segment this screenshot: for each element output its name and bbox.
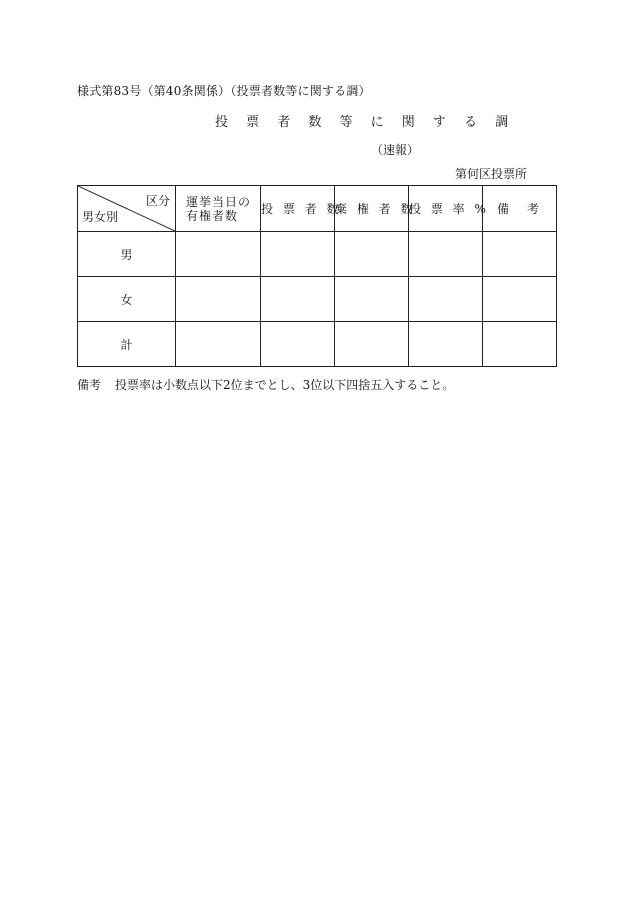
cell-total-abstainers (335, 322, 409, 367)
cell-female-remarks (483, 277, 557, 322)
table-header-row (78, 186, 557, 232)
cell-total-eligible (176, 322, 261, 367)
remark-label: 備考 (77, 378, 102, 392)
corner-header-cell (78, 186, 176, 232)
cell-female-voters (261, 277, 335, 322)
cell-male-remarks (483, 232, 557, 277)
row-label-male: 男 (78, 232, 176, 277)
header-eligible-voters-line-1: 運挙当日の (186, 194, 252, 209)
header-voters: 投 票 者 数 (261, 186, 335, 232)
table-row-total (78, 322, 557, 367)
cell-total-voters (261, 322, 335, 367)
header-eligible-voters (176, 186, 261, 232)
row-label-total: 計 (78, 322, 176, 367)
polling-station-label: 第何区投票所 (455, 167, 528, 181)
cell-female-abstainers (335, 277, 409, 322)
remark-note (77, 376, 454, 393)
cell-male-abstainers (335, 232, 409, 277)
cell-total-turnout (409, 322, 483, 367)
document-title: 投 票 者 数 等 に 関 す る 調 (215, 115, 516, 130)
cell-male-turnout (409, 232, 483, 277)
row-label-female: 女 (78, 277, 176, 322)
corner-category-label: 区分 (145, 194, 170, 208)
corner-gender-label: 男女別 (82, 210, 119, 224)
header-turnout-rate: 投 票 率 % (409, 186, 483, 232)
form-number: 様式第83号（第40条関係）（投票者数等に関する調） (77, 84, 371, 98)
cell-male-voters (261, 232, 335, 277)
document-subtitle: （速報） (371, 143, 420, 157)
remark-text: 投票率は小数点以下2位までとし、3位以下四捨五入すること。 (115, 378, 455, 392)
header-abstainers: 棄 権 者 数 (335, 186, 409, 232)
table-row-female (78, 277, 557, 322)
cell-female-turnout (409, 277, 483, 322)
voter-count-table (77, 185, 557, 367)
header-remarks: 備 考 (483, 186, 557, 232)
cell-female-eligible (176, 277, 261, 322)
cell-male-eligible (176, 232, 261, 277)
header-eligible-voters-line-2: 有権者数 (186, 208, 239, 223)
table-row-male (78, 232, 557, 277)
cell-total-remarks (483, 322, 557, 367)
